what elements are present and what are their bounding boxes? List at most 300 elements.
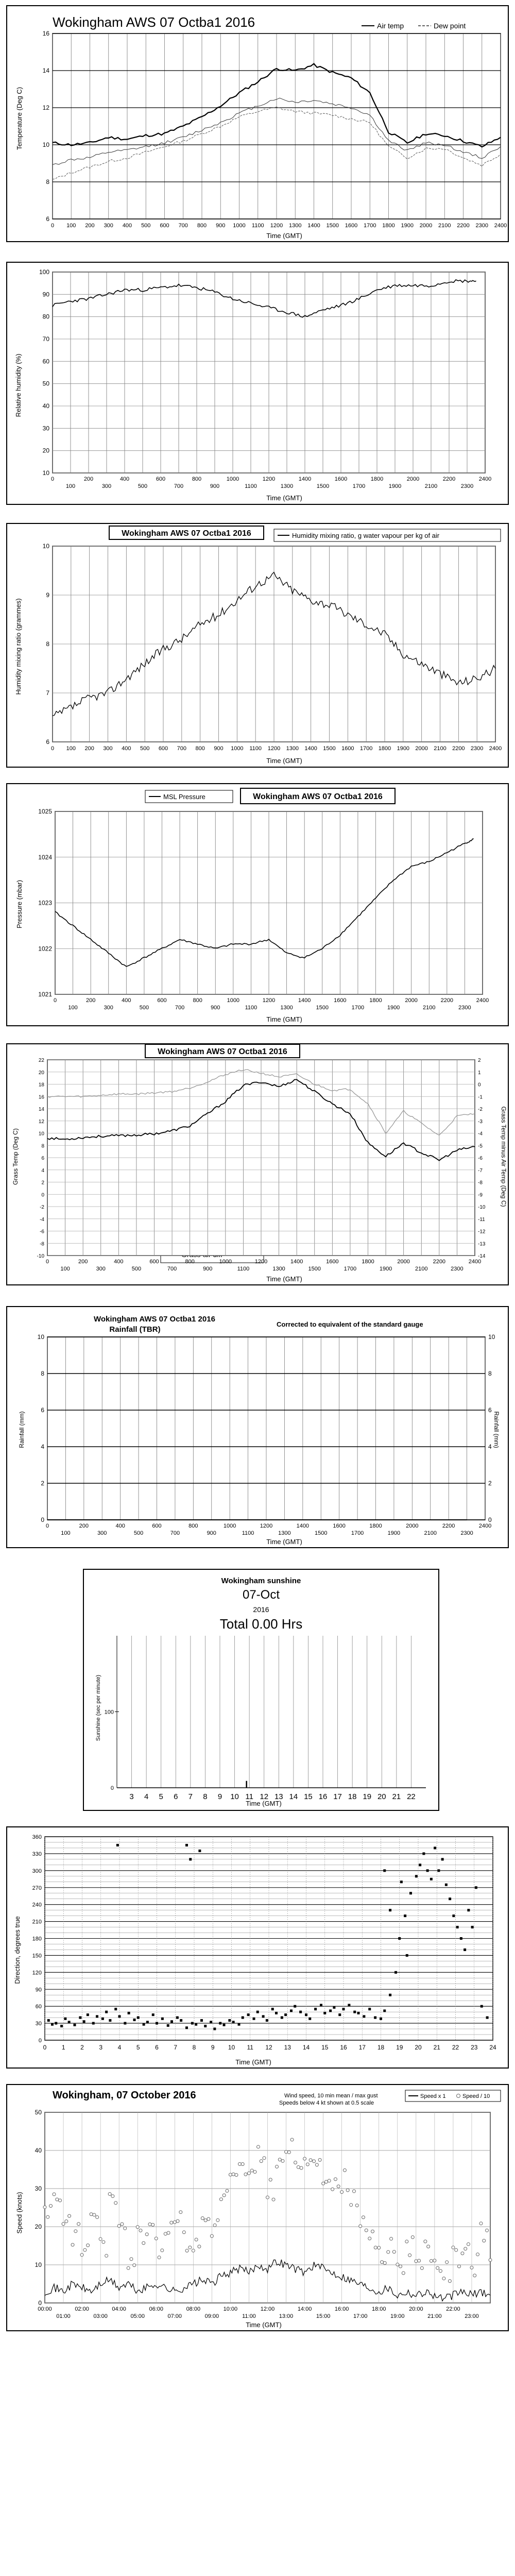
x-tick-label: 1300 — [278, 1530, 291, 1536]
x-tick-label: 1100 — [245, 483, 257, 489]
gust-point — [281, 2159, 284, 2162]
y-tick-label: 10 — [37, 1333, 44, 1341]
y-tick-label: 14 — [42, 67, 49, 74]
x-tick-label: 600 — [157, 997, 167, 1004]
direction-point — [314, 2008, 317, 2010]
y-tick-label: 240 — [32, 1902, 42, 1908]
x-tick-label: 2400 — [468, 1259, 482, 1265]
x-tick-label: 1000 — [231, 745, 244, 752]
direction-point — [404, 1914, 406, 1917]
x-tick-label: 19 — [363, 1792, 372, 1801]
direction-point — [156, 2022, 158, 2025]
gust-point — [294, 2161, 297, 2164]
direction-point — [294, 2005, 296, 2008]
direction-point — [253, 2018, 255, 2020]
x-tick-label: 400 — [115, 1523, 125, 1529]
x-tick-label: 700 — [174, 483, 184, 489]
x-tick-label: 0 — [50, 223, 55, 229]
x-tick-label: 6 — [174, 1792, 178, 1801]
direction-point — [480, 2005, 483, 2008]
x-tick-label: 3 — [99, 2044, 103, 2051]
direction-point — [185, 2026, 188, 2029]
y-tick-label: 10 — [42, 469, 49, 477]
y2-tick-label: 0 — [488, 1516, 492, 1523]
x-tick-label: 1200 — [262, 997, 276, 1004]
direction-point — [143, 2023, 145, 2026]
y-tick-label: 16 — [38, 1094, 44, 1100]
y-tick-label: 6 — [41, 1406, 44, 1414]
y-tick-label: 0 — [110, 1785, 114, 1791]
direction-point — [338, 2013, 341, 2016]
y2-tick-label: 1 — [478, 1070, 481, 1076]
x-tick-label: 0 — [50, 745, 55, 752]
direction-point — [167, 2024, 169, 2027]
y-tick-label: 210 — [32, 1919, 42, 1925]
y-tick-label: 6 — [46, 215, 49, 223]
direction-point — [308, 2018, 311, 2020]
direction-point — [124, 2022, 126, 2025]
x-tick-label: 200 — [78, 1259, 88, 1265]
direction-point — [152, 2013, 154, 2016]
direction-point — [383, 1869, 386, 1872]
x-tick-label: 19:00 — [390, 2313, 405, 2319]
y2-tick-label: 2 — [478, 1058, 481, 1063]
direction-point — [426, 1869, 429, 1872]
y2-tick-label: -3 — [478, 1118, 483, 1125]
direction-point — [176, 2016, 179, 2019]
x-tick-label: 200 — [85, 223, 95, 229]
direction-point — [422, 1852, 425, 1855]
x-tick-label: 800 — [185, 1259, 195, 1265]
direction-point — [51, 2023, 54, 2026]
gust-point — [213, 2224, 216, 2227]
gust-point — [470, 2266, 473, 2269]
y2-tick-label: -12 — [478, 1229, 486, 1235]
x-tick-label: 13:00 — [279, 2313, 294, 2319]
x-tick-label: 1700 — [359, 745, 373, 752]
wind-direction-chart — [6, 1826, 509, 2069]
gust-point — [182, 2231, 185, 2234]
direction-point — [247, 2013, 250, 2016]
gust-point — [396, 2263, 399, 2266]
x-tick-label: 20 — [415, 2044, 422, 2051]
x-tick-label: 1800 — [378, 745, 391, 752]
y-tick-label: 10 — [42, 141, 49, 148]
direction-point — [256, 2011, 259, 2013]
legend-air-temp: Air temp — [377, 22, 404, 30]
y-tick-label: 50 — [35, 2109, 42, 2116]
direction-point — [92, 2022, 95, 2025]
x-tick-label: 16 — [340, 2044, 347, 2051]
gust-point — [303, 2157, 306, 2160]
x-tick-label: 11:00 — [242, 2313, 256, 2319]
gust-point — [328, 2179, 331, 2182]
direction-point — [299, 2011, 302, 2013]
direction-point — [118, 2015, 121, 2018]
direction-point — [55, 2022, 57, 2025]
gust-point — [111, 2195, 114, 2198]
gust-point — [114, 2201, 117, 2205]
direction-point — [87, 2013, 89, 2016]
gust-point — [185, 2249, 188, 2252]
gust-point — [405, 2240, 408, 2243]
x-tick-label: 8 — [203, 1792, 208, 1801]
x-tick-label: 5 — [136, 2044, 140, 2051]
direction-point — [409, 1892, 412, 1894]
gust-point — [402, 2272, 405, 2275]
gust-point — [483, 2239, 486, 2242]
gust-point — [105, 2254, 108, 2257]
x-tick-label: 1400 — [304, 745, 317, 752]
x-tick-label: 18 — [377, 2044, 385, 2051]
pressure-chart-panel — [6, 783, 509, 1026]
x-tick-label: 900 — [203, 1266, 213, 1272]
chart-date: 07-Oct — [242, 1588, 280, 1602]
gust-point — [365, 2229, 368, 2232]
x-tick-label: 1600 — [326, 1259, 339, 1265]
x-tick-label: 900 — [210, 483, 220, 489]
gust-point — [415, 2260, 418, 2263]
x-tick-label: 2200 — [440, 997, 454, 1004]
y2-tick-label: -5 — [478, 1143, 483, 1149]
direction-point — [137, 2016, 140, 2019]
x-tick-label: 1700 — [352, 483, 366, 489]
direction-point — [96, 2015, 98, 2018]
x-tick-label: 23:00 — [465, 2313, 479, 2319]
y-tick-label: 1025 — [38, 808, 52, 815]
y-tick-label: 0 — [41, 1516, 44, 1523]
rainfall-chart — [6, 1306, 509, 1548]
x-tick-label: 600 — [156, 476, 166, 482]
chart-title: Wokingham AWS 07 Octba1 2016 — [158, 1047, 287, 1056]
x-tick-label: 17 — [333, 1792, 342, 1801]
x-tick-label: 2400 — [489, 745, 502, 752]
direction-point — [389, 1994, 391, 1996]
x-tick-label: 1700 — [351, 1530, 364, 1536]
x-tick-label: 200 — [83, 476, 94, 482]
y-tick-label: 8 — [41, 1370, 44, 1377]
x-tick-label: 2300 — [458, 1005, 471, 1011]
x-tick-label: 700 — [178, 223, 188, 229]
x-tick-label: 14 — [302, 2044, 310, 2051]
direction-point — [266, 2019, 268, 2022]
x-tick-label: 06:00 — [149, 2306, 164, 2312]
gust-point — [133, 2264, 136, 2267]
x-tick-label: 1800 — [369, 1523, 382, 1529]
x-tick-label: 13 — [284, 2044, 291, 2051]
y-tick-label: 180 — [32, 1936, 42, 1942]
gust-point — [424, 2240, 427, 2243]
gust-point — [136, 2226, 139, 2229]
y2-tick-label: -13 — [478, 1241, 486, 1247]
direction-point — [281, 2016, 283, 2019]
x-tick-label: 800 — [188, 1523, 198, 1529]
chart-subtitle: Wind speed, 10 min mean / max gust — [284, 2093, 378, 2099]
x-tick-label: 11 — [247, 2044, 253, 2051]
y-tick-label: -2 — [40, 1205, 44, 1210]
x-tick-label: 1500 — [308, 1266, 321, 1272]
gust-point — [442, 2277, 445, 2280]
x-tick-label: 1100 — [237, 1266, 250, 1272]
x-tick-label: 2000 — [397, 1259, 410, 1265]
x-tick-label: 1200 — [262, 476, 276, 482]
y-tick-label: 2 — [41, 1180, 44, 1186]
x-tick-label: 1400 — [307, 223, 320, 229]
gust-point — [464, 2247, 467, 2250]
y2-tick-label: -7 — [478, 1167, 483, 1174]
x-tick-label: 1200 — [267, 745, 281, 752]
y2-tick-label: -11 — [478, 1216, 485, 1223]
gust-point — [253, 2171, 256, 2174]
gust-point — [173, 2221, 176, 2224]
gust-point — [427, 2245, 430, 2248]
x-tick-label: 20 — [377, 1792, 386, 1801]
y-tick-label: 12 — [38, 1118, 44, 1125]
x-tick-label: 400 — [114, 1259, 124, 1265]
wind-speed-chart — [6, 2084, 509, 2331]
gust-point — [145, 2233, 148, 2236]
direction-point — [380, 2018, 382, 2020]
chart-note: Speeds below 4 kt shown at 0.5 scale — [279, 2100, 374, 2106]
gust-point — [479, 2222, 483, 2225]
x-axis-label: Time (GMT) — [266, 1275, 302, 1283]
direction-point — [419, 1863, 421, 1866]
direction-point — [146, 2021, 149, 2023]
direction-point — [368, 2008, 371, 2010]
x-tick-label: 1600 — [334, 997, 347, 1004]
x-tick-label: 1400 — [298, 476, 312, 482]
gust-point — [287, 2150, 290, 2154]
rainfall-chart-panel — [6, 1306, 509, 1548]
gust-point — [300, 2166, 303, 2170]
x-tick-label: 21 — [392, 1792, 401, 1801]
direction-point — [114, 2008, 117, 2010]
gust-point — [383, 2261, 386, 2264]
direction-point — [60, 2025, 63, 2027]
gust-point — [198, 2245, 201, 2248]
x-tick-label: 600 — [160, 223, 169, 229]
gust-point — [222, 2194, 226, 2197]
direction-point — [357, 2012, 360, 2014]
chart-title: Wokingham sunshine — [221, 1577, 301, 1585]
y2-tick-label: -9 — [478, 1192, 483, 1198]
gust-point — [476, 2253, 479, 2256]
x-axis-label: Time (GMT) — [266, 1015, 302, 1023]
gust-point — [241, 2163, 244, 2166]
x-tick-label: 12 — [265, 2044, 272, 2051]
x-tick-label: 1800 — [369, 997, 382, 1004]
x-tick-label: 18:00 — [371, 2306, 386, 2312]
x-tick-label: 800 — [195, 745, 205, 752]
x-tick-label: 1400 — [296, 1523, 310, 1529]
x-tick-label: 02:00 — [75, 2306, 89, 2312]
gust-point — [176, 2219, 179, 2223]
x-tick-label: 1000 — [233, 223, 246, 229]
x-tick-label: 300 — [103, 745, 113, 752]
x-tick-label: 1200 — [254, 1259, 268, 1265]
y-tick-label: 1024 — [38, 853, 52, 861]
direction-point — [305, 2013, 307, 2016]
y-tick-label: 30 — [42, 425, 49, 432]
direction-point — [191, 2022, 194, 2025]
x-tick-label: 2100 — [415, 1266, 428, 1272]
direction-point — [430, 1878, 433, 1880]
y-tick-label: 20 — [38, 1070, 44, 1076]
gust-point — [355, 2204, 358, 2207]
y-axis-label: Humidity mixing ratio (grammes) — [14, 598, 22, 695]
x-tick-label: 300 — [104, 223, 113, 229]
gust-point — [108, 2193, 111, 2196]
x-tick-label: 1600 — [334, 476, 348, 482]
gust-point — [448, 2279, 451, 2282]
x-tick-label: 400 — [122, 745, 131, 752]
x-tick-label: 21 — [433, 2044, 440, 2051]
x-tick-label: 07:00 — [167, 2313, 182, 2319]
gust-point — [359, 2225, 362, 2228]
y-tick-label: 120 — [32, 1970, 42, 1976]
gust-point — [53, 2193, 56, 2196]
direction-point — [79, 2016, 81, 2019]
gust-point — [486, 2229, 489, 2232]
gust-point — [247, 2172, 250, 2175]
x-tick-label: 1200 — [260, 1523, 273, 1529]
x-tick-label: 300 — [101, 483, 112, 489]
y-axis-label: Direction, degrees true — [13, 1916, 21, 1984]
chart-title: Wokingham AWS 07 Octba1 2016 — [53, 14, 255, 30]
y-axis-label: Temperature (Deg C) — [15, 87, 23, 150]
gust-point — [170, 2221, 173, 2224]
x-tick-label: 22 — [452, 2044, 459, 2051]
x-tick-label: 4 — [117, 2044, 122, 2051]
gust-point — [285, 2150, 288, 2154]
gust-point — [195, 2238, 198, 2241]
x-tick-label: 2200 — [442, 1523, 455, 1529]
direction-point — [460, 1937, 462, 1940]
y-tick-label: 1023 — [38, 899, 52, 907]
x-tick-label: 13 — [274, 1792, 283, 1801]
x-tick-label: 1100 — [245, 1005, 258, 1011]
x-tick-label: 500 — [139, 1005, 149, 1011]
x-tick-label: 05:00 — [130, 2313, 145, 2319]
gust-point — [127, 2266, 130, 2269]
y-tick-label: 330 — [32, 1851, 42, 1857]
y-tick-label: 7 — [46, 689, 49, 697]
x-tick-label: 1300 — [289, 223, 302, 229]
direction-point — [64, 2018, 66, 2020]
y-tick-label: -6 — [40, 1229, 44, 1235]
x-tick-label: 900 — [207, 1530, 216, 1536]
gust-point — [232, 2173, 235, 2176]
x-tick-label: 200 — [85, 997, 96, 1004]
x-tick-label: 1400 — [290, 1259, 303, 1265]
gust-point — [445, 2261, 449, 2264]
y-tick-label: 60 — [42, 358, 49, 365]
y-tick-label: 8 — [46, 640, 49, 648]
gust-point — [148, 2223, 151, 2226]
gust-point — [207, 2217, 210, 2221]
y-tick-label: 14 — [38, 1107, 44, 1112]
x-axis-label: Time (GMT) — [266, 494, 302, 502]
y2-tick-label: 0 — [478, 1082, 481, 1088]
gust-point — [352, 2190, 355, 2193]
y-axis-label: Relative humidity (%) — [14, 353, 22, 417]
direction-point — [342, 2008, 345, 2010]
gust-point — [306, 2163, 309, 2166]
direction-point — [109, 2019, 111, 2022]
gust-point — [309, 2159, 312, 2162]
x-tick-label: 2400 — [476, 997, 489, 1004]
y-tick-label: 40 — [35, 2147, 42, 2154]
y-tick-label: 4 — [41, 1167, 44, 1174]
direction-point — [116, 1844, 119, 1846]
x-tick-label: 1900 — [379, 1266, 392, 1272]
y-tick-label: 100 — [39, 268, 49, 276]
direction-point — [348, 2004, 350, 2006]
x-tick-label: 12 — [260, 1792, 269, 1801]
direction-point — [198, 1850, 201, 1852]
wind-direction-chart-panel — [6, 1826, 509, 2069]
gust-point — [374, 2246, 377, 2249]
x-tick-label: 22 — [407, 1792, 416, 1801]
gust-point — [433, 2259, 436, 2262]
x-tick-label: 700 — [177, 745, 187, 752]
gust-point — [49, 2205, 53, 2208]
chart-title: Wokingham AWS 07 Octba1 2016 — [122, 529, 251, 538]
chart-title: Wokingham AWS 07 Octba1 2016 — [94, 1315, 215, 1324]
y-axis-label: Grass Temp (Deg C) — [12, 1128, 19, 1185]
direction-point — [238, 2023, 241, 2026]
x-tick-label: 1600 — [333, 1523, 346, 1529]
x-tick-label: 1600 — [341, 745, 354, 752]
humidity-chart — [6, 262, 509, 505]
gust-point — [368, 2237, 371, 2240]
direction-point — [262, 2015, 265, 2018]
x-tick-label: 16:00 — [334, 2306, 349, 2312]
gust-point — [313, 2160, 316, 2163]
y-tick-label: 0 — [38, 2299, 42, 2307]
x-tick-label: 2100 — [434, 745, 447, 752]
grass-temp-chart — [6, 1043, 509, 1285]
grass-temp-chart-panel — [6, 1043, 509, 1285]
gust-point — [272, 2198, 275, 2201]
gust-point — [179, 2211, 182, 2214]
direction-point — [105, 2011, 108, 2013]
gust-point — [452, 2246, 455, 2249]
x-tick-label: 100 — [68, 1005, 78, 1011]
x-tick-label: 1400 — [298, 997, 311, 1004]
y-tick-label: 1021 — [38, 991, 52, 998]
gust-point — [256, 2145, 260, 2148]
chart-title: Wokingham AWS 07 Octba1 2016 — [253, 792, 383, 801]
gust-point — [377, 2246, 381, 2249]
x-tick-label: 1700 — [344, 1266, 357, 1272]
x-tick-label: 300 — [96, 1266, 106, 1272]
x-tick-label: 1500 — [323, 745, 336, 752]
gust-point — [226, 2189, 229, 2192]
x-tick-label: 500 — [131, 1266, 142, 1272]
x-tick-label: 12:00 — [260, 2306, 275, 2312]
chart-year: 2016 — [253, 1605, 269, 1614]
temperature-chart — [6, 5, 509, 242]
gust-point — [71, 2243, 74, 2246]
x-tick-label: 22:00 — [446, 2306, 460, 2312]
gust-point — [343, 2168, 346, 2172]
x-tick-label: 800 — [193, 997, 202, 1004]
x-tick-label: 1900 — [401, 223, 414, 229]
x-tick-label: 1100 — [249, 745, 262, 752]
x-tick-label: 19 — [396, 2044, 403, 2051]
x-tick-label: 2400 — [494, 223, 507, 229]
